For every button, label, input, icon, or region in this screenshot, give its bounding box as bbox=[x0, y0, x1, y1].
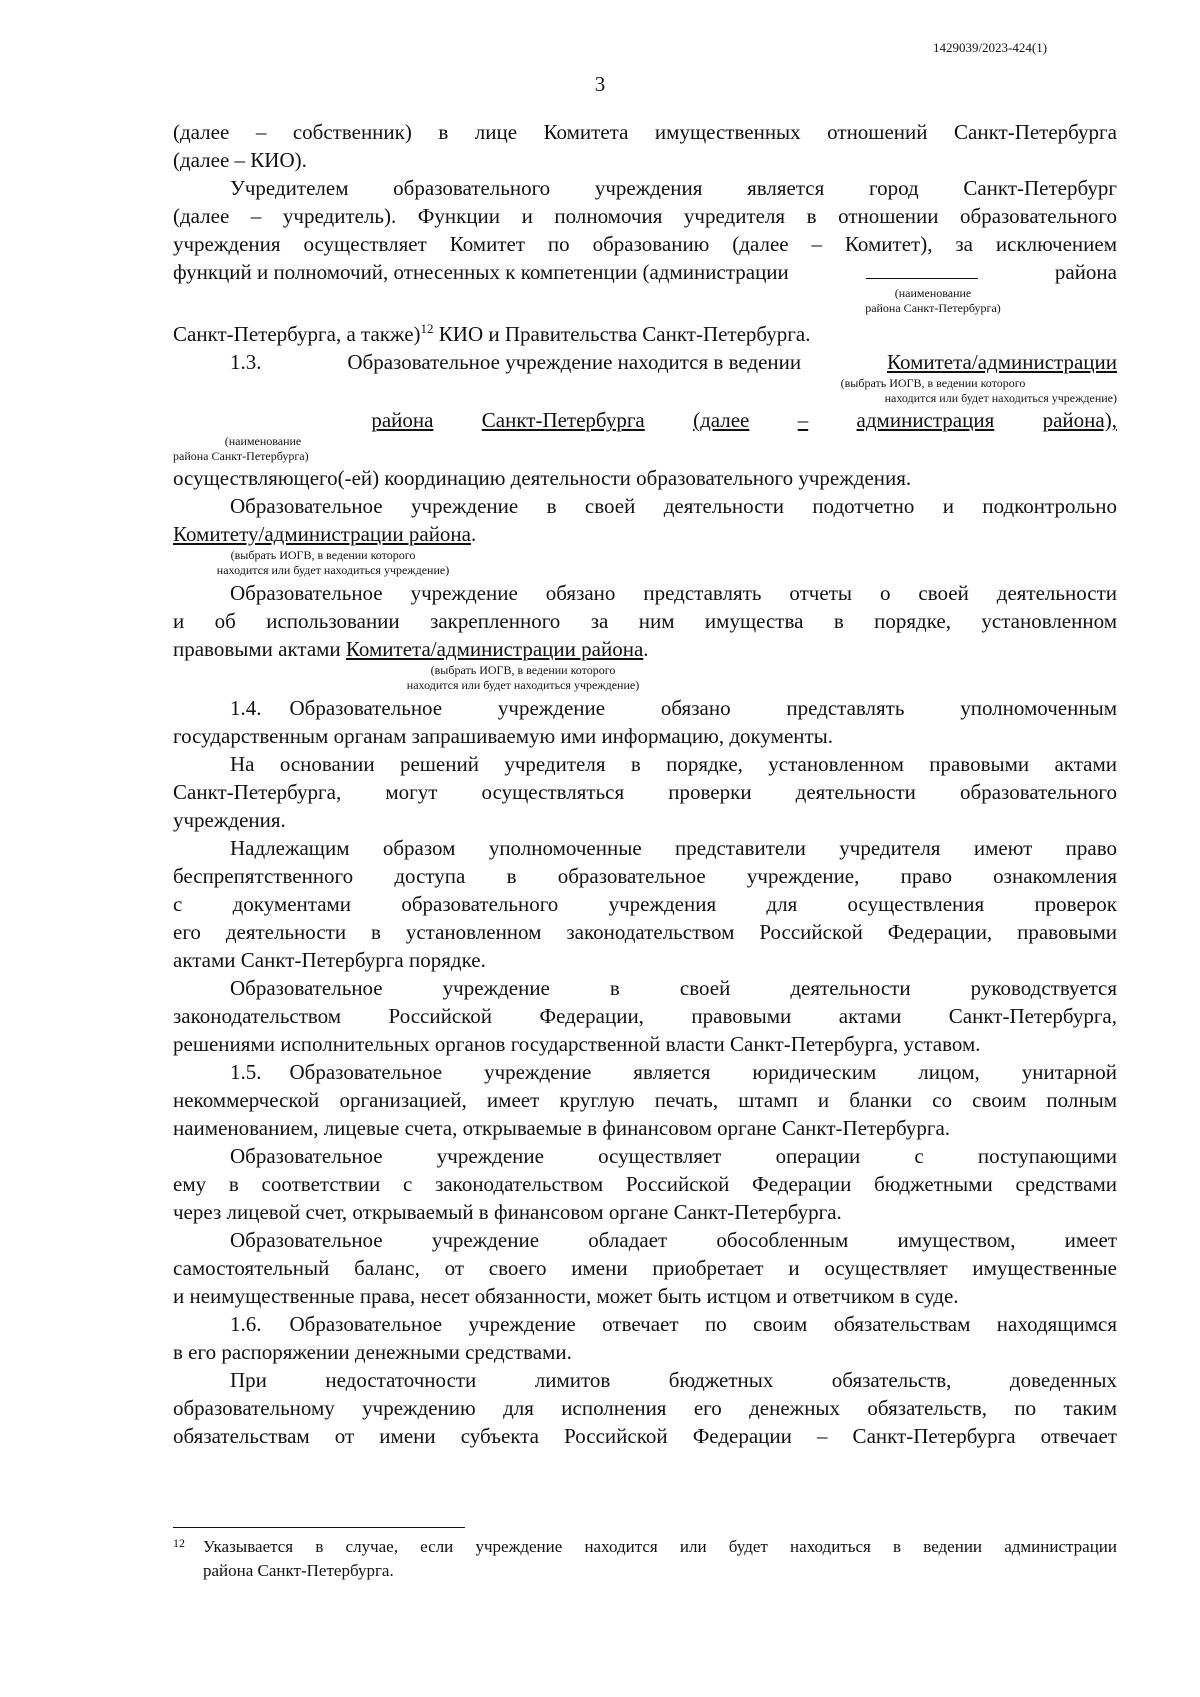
text-line bbox=[173, 406, 1117, 434]
choice-text: Комитета/администрации bbox=[887, 350, 1117, 374]
text-line: района Санкт-Петербурга. bbox=[203, 1561, 394, 1580]
text-line: осуществляющего(-ей) координацию деятельности образовательного учреждения. bbox=[173, 466, 912, 490]
section-number: 1.6. bbox=[230, 1312, 262, 1336]
paragraph-reports bbox=[173, 579, 1117, 694]
text-line: Образовательное учреждение в своей деятельности подотчетно и подконтрольно bbox=[230, 494, 1117, 518]
hint-line: района Санкт-Петербурга) bbox=[173, 449, 309, 463]
hint-line: находится или будет находиться учреждение) bbox=[216, 563, 450, 577]
text-line: наименованием, лицевые счета, открываемые в финансовом органе Санкт-Петербурга. bbox=[173, 1116, 951, 1140]
text-line: (далее – собственник) в лице Комитета имущественных отношений Санкт-Петербурга bbox=[173, 120, 1117, 144]
text-segment: Санкт-Петербурга, а также) bbox=[173, 322, 421, 346]
text-line: самостоятельный баланс, от своего имени приобретает и осуществляет имущественные bbox=[173, 1256, 1117, 1280]
field-hint bbox=[173, 663, 1117, 694]
text-line: образовательному учреждению для исполнения его денежных обязательств, по таким bbox=[173, 1396, 1117, 1420]
field-hint bbox=[173, 548, 1117, 579]
text-line: учреждения. bbox=[173, 808, 286, 832]
hint-line: (выбрать ИОГВ, в ведении которого bbox=[430, 663, 616, 677]
text-word: (далее bbox=[693, 408, 750, 432]
text-line: и об использовании закрепленного за ним имущества в порядке, установленном bbox=[173, 609, 1117, 633]
field-hint bbox=[173, 286, 1117, 320]
text-word: – bbox=[797, 408, 809, 432]
section-1-4 bbox=[173, 694, 1117, 750]
text-line: ему в соответствии с законодательством Российской Федерации бюджетными средствами bbox=[173, 1172, 1117, 1196]
hint-line: района Санкт-Петербурга) bbox=[865, 301, 1001, 315]
section-number: 1.5. bbox=[230, 1060, 262, 1084]
text-line: актами Санкт-Петербурга порядке. bbox=[173, 948, 486, 972]
text-segment: Образовательное учреждение обязано представлять уполномоченным bbox=[289, 696, 1117, 720]
paragraph-founder bbox=[173, 174, 1117, 348]
text-segment: Образовательное учреждение отвечает по своим обязательствам находящимся bbox=[289, 1312, 1117, 1336]
field-hint bbox=[173, 376, 1117, 406]
section-1-5 bbox=[173, 1058, 1117, 1142]
hint-line: (выбрать ИОГВ, в ведении которого bbox=[230, 548, 416, 562]
footnote-mark: 12 bbox=[173, 1536, 185, 1550]
paragraph-access bbox=[173, 834, 1117, 974]
document-id: 1429039/2023-424(1) bbox=[932, 40, 1048, 55]
choice-text: Комитета/администрации района bbox=[345, 637, 644, 661]
text-line bbox=[173, 320, 1117, 348]
section-number: 1.4. bbox=[230, 696, 262, 720]
text-line: государственным органам запрашиваемую ими информацию, документы. bbox=[173, 724, 834, 748]
page-number: 3 bbox=[594, 72, 606, 96]
footnote-divider bbox=[173, 1527, 465, 1528]
text-line: решениями исполнительных органов государственной власти Санкт-Петербурга, уставом. bbox=[173, 1032, 981, 1056]
text-line: Образовательное учреждение в своей деятельности руководствуется bbox=[230, 976, 1117, 1000]
text-segment: . bbox=[643, 637, 649, 661]
text-segment: КИО и Правительства Санкт-Петербурга. bbox=[433, 322, 811, 346]
text-line bbox=[173, 520, 1117, 548]
section-number: 1.3. bbox=[230, 350, 262, 374]
field-hint bbox=[173, 434, 1117, 464]
paragraph-guidance bbox=[173, 974, 1117, 1058]
section-1-3 bbox=[173, 348, 1117, 492]
text-line: обязательствам от имени субъекта Российской Федерации – Санкт-Петербурга отвечает bbox=[173, 1424, 1117, 1448]
text-line: (далее – КИО). bbox=[173, 148, 307, 172]
text-word: района), bbox=[1042, 408, 1117, 432]
section-1-6 bbox=[173, 1310, 1117, 1366]
text-line: Санкт-Петербурга, могут осуществляться проверки деятельности образовательного bbox=[173, 780, 1117, 804]
hint-line: находится или будет находиться учреждение) bbox=[406, 678, 640, 692]
text-segment: . bbox=[471, 522, 477, 546]
text-line: На основании решений учредителя в порядке, установленном правовыми актами bbox=[230, 752, 1117, 776]
text-line bbox=[173, 694, 1117, 722]
text-line: учреждения осуществляет Комитет по образованию (далее – Комитет), за исключением bbox=[173, 232, 1117, 256]
hint-line: (наименование bbox=[894, 286, 972, 300]
hint-line: (наименование bbox=[224, 434, 302, 448]
text-line: (далее – учредитель). Функции и полномочия учредителя в отношении образовательного bbox=[173, 204, 1117, 228]
fill-in-blank[interactable] bbox=[173, 406, 323, 434]
text-line: Образовательное учреждение обладает обособленным имуществом, имеет bbox=[230, 1228, 1117, 1252]
footnote-reference[interactable]: 12 bbox=[420, 321, 434, 336]
footnote bbox=[173, 1535, 1117, 1583]
paragraph-accountability bbox=[173, 492, 1117, 579]
text-line: При недостаточности лимитов бюджетных обязательств, доведенных bbox=[230, 1368, 1117, 1392]
text-line bbox=[173, 348, 1117, 376]
text-line: законодательством Российской Федерации, правовыми актами Санкт-Петербурга, bbox=[173, 1004, 1117, 1028]
text-word: района bbox=[371, 408, 434, 432]
text-line: беспрепятственного доступа в образовательное учреждение, право ознакомления bbox=[173, 864, 1117, 888]
fill-in-blank[interactable] bbox=[866, 258, 978, 279]
text-line: Образовательное учреждение обязано представлять отчеты о своей деятельности bbox=[230, 581, 1117, 605]
text-line: Образовательное учреждение осуществляет операции с поступающими bbox=[230, 1144, 1117, 1168]
paragraph-operations bbox=[173, 1142, 1117, 1226]
paragraph-owner bbox=[173, 118, 1117, 174]
text-word: администрация bbox=[856, 408, 995, 432]
text-line bbox=[173, 258, 1117, 286]
paragraph-property bbox=[173, 1226, 1117, 1310]
text-line bbox=[173, 1310, 1117, 1338]
paragraph-liability bbox=[173, 1366, 1117, 1450]
text-segment: Образовательное учреждение является юридическим лицом, унитарной bbox=[289, 1060, 1117, 1084]
text-line: Указывается в случае, если учреждение находится или будет находиться в ведении администрации bbox=[203, 1537, 1117, 1556]
text-line: некоммерческой организацией, имеет круглую печать, штамп и бланки со своим полным bbox=[173, 1088, 1117, 1112]
text-segment: правовыми актами bbox=[173, 637, 346, 661]
text-segment: района bbox=[1054, 260, 1117, 284]
choice-text: Комитету/администрации района bbox=[173, 522, 471, 546]
document-body bbox=[173, 118, 1117, 1450]
text-line: через лицевой счет, открываемый в финансовом органе Санкт-Петербурга. bbox=[173, 1200, 842, 1224]
text-word: Санкт-Петербурга bbox=[481, 408, 645, 432]
text-line bbox=[173, 1058, 1117, 1086]
text-line: Надлежащим образом уполномоченные представители учредителя имеют право bbox=[230, 836, 1117, 860]
text-segment: Образовательное учреждение находится в ведении bbox=[347, 350, 802, 374]
text-line: в его распоряжении денежными средствами. bbox=[173, 1340, 572, 1364]
footnote-text bbox=[203, 1535, 1117, 1583]
paragraph-inspections bbox=[173, 750, 1117, 834]
text-line: и неимущественные права, несет обязанности, может быть истцом и ответчиком в суде. bbox=[173, 1284, 959, 1308]
text-line: его деятельности в установленном законодательством Российской Федерации, правовыми bbox=[173, 920, 1117, 944]
text-line: Учредителем образовательного учреждения является город Санкт-Петербург bbox=[230, 176, 1117, 200]
hint-line: находится или будет находиться учреждение) bbox=[884, 391, 1117, 405]
text-segment: функций и полномочий, отнесенных к компетенции (администрации bbox=[173, 260, 789, 284]
text-line: с документами образовательного учреждения для осуществления проверок bbox=[173, 892, 1117, 916]
text-line bbox=[173, 635, 1117, 663]
hint-line: (выбрать ИОГВ, в ведении которого bbox=[840, 376, 1026, 390]
